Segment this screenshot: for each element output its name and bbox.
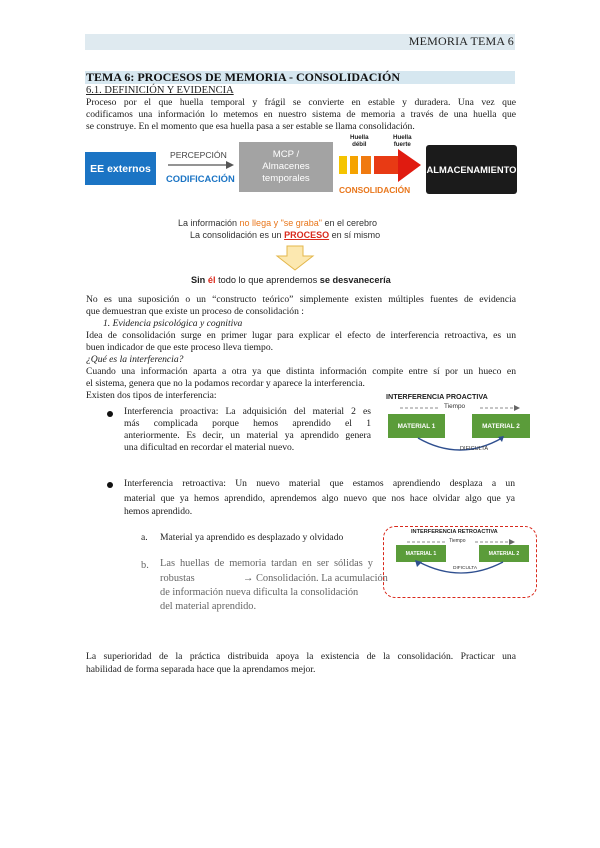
mcp-line-1: MCP / [272,149,300,160]
down-arrow-icon [275,245,315,271]
proactive-tiempo-label: Tiempo [444,403,466,410]
caption-2c: en sí mismo [329,230,381,240]
huella-debil-line-2: débil [352,141,367,148]
sub-b-line-3: de información nueva dificulta la consolidación [160,587,359,598]
p2-line-1: Idea de consolidación surge en primer lugar para explicar el efecto de interferencia retroactiva, es un [86,330,516,341]
sub-item-a: Material ya aprendido es desplazado y olvidado [160,532,344,543]
intro-line-1: Proceso por el que huella temporal y frágil se convierte en estable y duradera. Una vez que [86,97,516,108]
bullet-icon [107,482,113,488]
sub-b-line-1: Las huellas de memoria tardan en ser sólidas y [160,558,373,569]
mcp-line-3: temporales [262,173,310,184]
huella-fuerte-label [393,134,412,148]
almacenamiento-box: ALMACENAMIENTO [426,145,517,194]
p3-line-1: Cuando una información aparta a otra ya que distinta información compite entre sí por un hueco en [86,366,516,377]
sin-d: se desvanecería [319,275,391,285]
mcp-box [239,142,333,192]
retro-line-2: material que ya hemos aprendido, aprendemos algo nuevo que nos hace olvidar algo que ya [124,493,515,504]
retro-tiempo-label: Tiempo [449,538,466,544]
proactive-dificulta-label: DIFICULTA [460,446,489,452]
consolidacion-label: CONSOLIDACIÓN [339,185,411,195]
final-line-2: habilidad de forma separada hace que la aprendamos mejor. [86,664,316,675]
bullet-icon [107,411,113,417]
huella-debil-label [350,134,369,148]
retro-dificulta-label: DIFICULTA [453,566,478,571]
p1-line-1: No es una suposición o un “constructo teórico” simplemente existen múltiples fuentes de evidencia [86,294,516,305]
p2-line-2: buen indicador de que este proceso lleva tiempo. [86,342,274,353]
caption-1b: no llega y "se graba" [239,218,322,228]
final-line-1: La superioridad de la práctica distribuida apoya la existencia de la consolidación. Practicar una [86,651,516,662]
retro-curve-arrow-icon [411,560,511,582]
proactive-diagram-title: INTERFERENCIA PROACTIVA [386,392,488,401]
mcp-line-2: Almacenes [262,161,310,172]
arrow-right-icon [166,159,236,171]
subsection-title: 6.1. DEFINICIÓN Y EVIDENCIA [86,85,234,96]
section-title: TEMA 6: PROCESOS DE MEMORIA - CONSOLIDACIÓN [86,70,401,84]
caption-1c: en el cerebro [322,218,378,228]
retro-line-1: Interferencia retroactiva: Un nuevo material que estamos aprendiendo desplaza a un [124,478,515,489]
sin-b: él [207,275,216,285]
sub-b-line-2a: robustas [160,573,195,584]
caption-2a: La consolidación es un [190,230,285,240]
question-heading: ¿Qué es la interferencia? [86,354,184,365]
sin-c: todo lo que aprendemos [215,275,320,285]
sub-b-line-4: del material aprendido. [160,601,257,612]
ee-externos-box: EE externos [85,152,156,185]
proactive-line-3: anteriormente. Es decir, un material ya aprendido genera [124,430,371,441]
sin-el-line [191,275,391,285]
document-header: MEMORIA TEMA 6 [408,34,514,48]
huella-fuerte-line-1: Huella [393,134,412,141]
sub-b-line-2b: → Consolidación. La acumulación [243,573,388,584]
proactive-line-2: más complicada porque hemos aprendido el 1 [124,418,371,429]
sub-item-b-marker: b. [141,560,149,571]
huella-debil-line-1: Huella [350,134,369,141]
retro-diagram-title: INTERFERENCIA RETROACTIVA [411,529,498,535]
list-item-1: 1. Evidencia psicológica y cognitiva [103,318,243,329]
consolidation-arrow-icon [337,148,423,184]
caption-line-2 [190,230,380,240]
proactive-material-2: MATERIAL 2 [472,414,530,438]
intro-line-2: codificamos una información lo metemos en nuestro sistema de memoria a través de una huella que [86,109,516,120]
percepcion-label: PERCEPCIÓN [170,150,227,160]
retro-material-1: MATERIAL 1 [396,545,446,562]
caption-2b: PROCESO [284,230,330,240]
caption-1a: La información [178,218,240,228]
huella-fuerte-line-2: fuerte [393,141,411,148]
intro-line-3: se construye. En el momento que esa huella pasa a ser estable se llama consolidación. [86,121,415,132]
retro-material-2: MATERIAL 2 [479,545,529,562]
proactive-line-1: Interferencia proactiva: La adquisición del material 2 es [124,406,371,417]
caption-line-1 [178,218,377,228]
sub-item-a-marker: a. [141,532,148,543]
proactive-material-1: MATERIAL 1 [388,414,445,438]
proactive-line-4: una dificultad en recordar el material nuevo. [124,442,295,453]
p3-line-3: Existen dos tipos de interferencia: [86,390,217,401]
p1-line-2: que demuestran que existe un proceso de consolidación : [86,306,304,317]
p3-line-2: el sistema, genera que no la podamos recordar y aparece la interferencia. [86,378,365,389]
codificacion-label: CODIFICACIÓN [166,173,235,184]
sin-a: Sin [191,275,208,285]
retro-line-3: hemos aprendido. [124,506,193,517]
